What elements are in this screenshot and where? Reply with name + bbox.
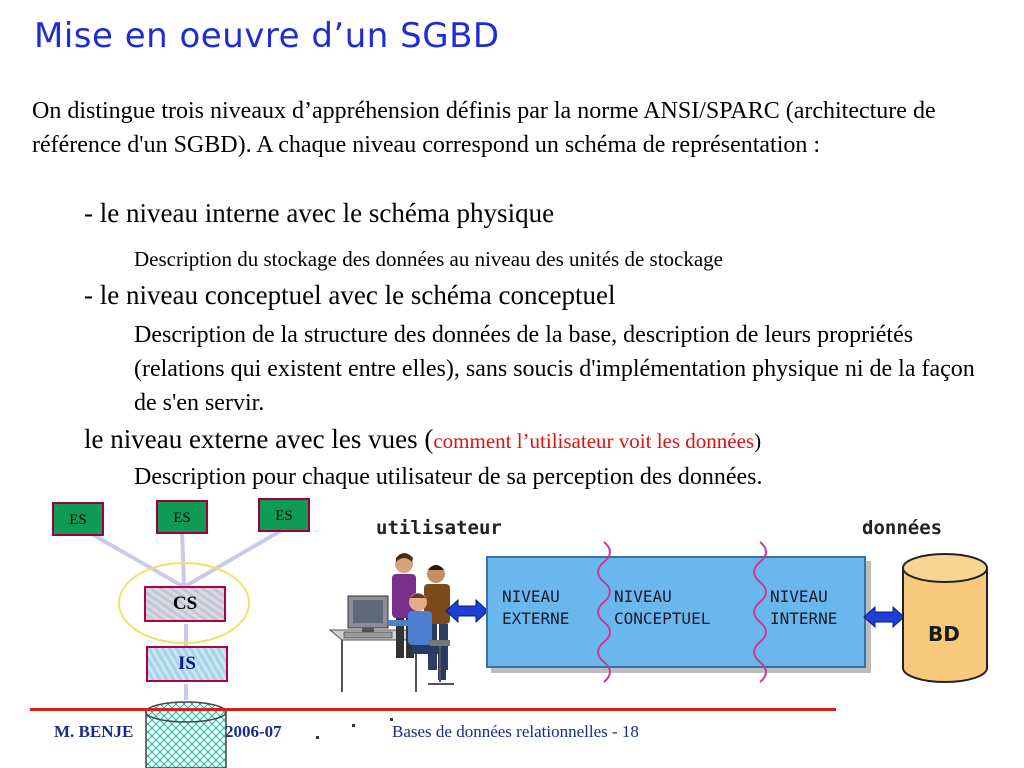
level-internal-description: Description du stockage des données au niveau des unités de stockage bbox=[134, 247, 723, 271]
footer-course-title: Bases de données relationnelles - 18 bbox=[392, 722, 639, 741]
level-external-description: Description pour chaque utilisateur de sa perception des données. bbox=[134, 464, 763, 490]
slide-title: Mise en oeuvre d’un SGBD bbox=[34, 16, 500, 56]
es-box: ES bbox=[156, 500, 208, 534]
user-label: utilisateur bbox=[376, 517, 502, 539]
level-external-heading-prefix: le niveau externe avec les vues ( bbox=[84, 424, 434, 454]
level-external-heading-highlight: comment l’utilisateur voit les données bbox=[433, 429, 755, 453]
footer-divider bbox=[30, 708, 836, 711]
level-internal-heading: - le niveau interne avec le schéma physique bbox=[84, 198, 555, 228]
level-internal-label: NIVEAU INTERNE bbox=[770, 587, 838, 628]
footer-dot bbox=[352, 724, 355, 727]
footer-dot bbox=[316, 736, 319, 739]
bd-database-cylinder bbox=[900, 548, 990, 688]
user-double-arrow bbox=[444, 596, 490, 626]
level-external-label: NIVEAU EXTERNE bbox=[502, 587, 570, 628]
level-external-heading bbox=[84, 424, 761, 455]
level-conceptual-description: Description de la structure des données de la base, description de leurs propriétés (relations qui existent entre elles), sans soucis d'implémentation physique ni de la façon de s'en servir. bbox=[134, 322, 975, 416]
cs-box: CS bbox=[144, 586, 226, 622]
footer-author: M. BENJE bbox=[54, 722, 134, 741]
es-box: ES bbox=[52, 502, 104, 536]
footer-dot bbox=[390, 718, 393, 721]
bd-label: BD bbox=[928, 622, 960, 646]
footer-year: 2006-07 bbox=[225, 722, 282, 741]
data-label: données bbox=[862, 517, 943, 539]
intro-paragraph: On distingue trois niveaux d’appréhension définis par la norme ANSI/SPARC (architecture de référence d'un SGBD). A chaque niveau correspond un schéma de représentation : bbox=[32, 98, 936, 158]
level-conceptual-heading: - le niveau conceptuel avec le schéma conceptuel bbox=[84, 280, 616, 310]
es-box: ES bbox=[258, 498, 310, 532]
is-box: IS bbox=[146, 646, 228, 682]
level-external-heading-suffix: ) bbox=[754, 429, 762, 453]
level-conceptual-label: NIVEAU CONCEPTUEL bbox=[614, 587, 711, 628]
